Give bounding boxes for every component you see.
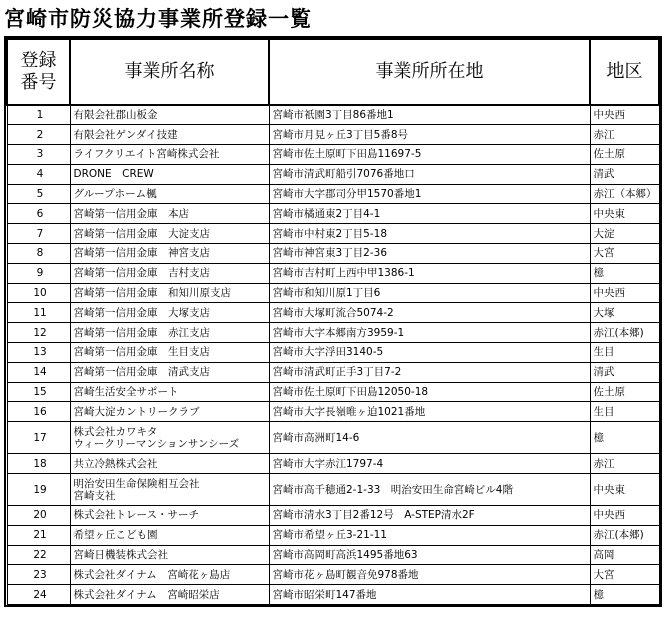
cell-district: 大宮 [590, 244, 659, 264]
cell-office-address: 宮崎市和知川原1丁目6 [269, 283, 590, 303]
table-row [7, 303, 659, 323]
cell-office-name: 株式会社ダイナム 宮崎花ヶ島店 [70, 565, 269, 585]
cell-office-address: 宮崎市高千穂通2-1-33 明治安田生命宮崎ビル4階 [269, 474, 590, 506]
cell-office-address: 宮崎市昭栄町147番地 [269, 585, 590, 605]
cell-registration-number: 4 [7, 164, 70, 184]
table-header-row [7, 39, 659, 105]
cell-district: 赤江 [590, 125, 659, 145]
cell-office-address: 宮崎市大字本郷南方3959-1 [269, 323, 590, 343]
cell-district: 赤江(本郷) [590, 525, 659, 545]
table-row [7, 283, 659, 303]
table-row [7, 184, 659, 204]
table-row [7, 164, 659, 184]
table-row [7, 525, 659, 545]
table-row [7, 244, 659, 264]
cell-registration-number: 2 [7, 125, 70, 145]
office-name-line2: ウィークリーマンションサンシーズ [73, 437, 240, 450]
cell-office-name: 有限会社郡山板金 [70, 105, 269, 125]
cell-office-name [70, 474, 269, 506]
cell-office-address: 宮崎市希望ヶ丘3-21-11 [269, 525, 590, 545]
cell-office-address: 宮崎市月見ヶ丘3丁目5番8号 [269, 125, 590, 145]
cell-registration-number: 3 [7, 145, 70, 165]
table-row [7, 105, 659, 125]
cell-district: 佐土原 [590, 145, 659, 165]
cell-district: 大淀 [590, 224, 659, 244]
table-row [7, 263, 659, 283]
header-office-address: 事業所所在地 [269, 39, 590, 105]
cell-district: 中央西 [590, 105, 659, 125]
cell-office-name: 宮崎第一信用金庫 清武支店 [70, 362, 269, 382]
cell-office-address: 宮崎市橘通東2丁目4-1 [269, 204, 590, 224]
cell-office-address: 宮崎市清水3丁目2番12号 A-STEP清水2F [269, 506, 590, 526]
cell-registration-number: 21 [7, 525, 70, 545]
cell-office-address: 宮崎市吉村町上西中甲1386-1 [269, 263, 590, 283]
cell-registration-number: 5 [7, 184, 70, 204]
table-row [7, 323, 659, 343]
office-name-line1: 明治安田生命保険相互会社 [73, 477, 200, 490]
cell-office-name: DRONE CREW [70, 164, 269, 184]
cell-district: 大塚 [590, 303, 659, 323]
cell-office-name: 宮崎生活安全サポート [70, 382, 269, 402]
cell-registration-number: 17 [7, 422, 70, 454]
header-number-line2: 番号 [20, 72, 57, 93]
cell-registration-number: 23 [7, 565, 70, 585]
header-office-name: 事業所名称 [70, 39, 269, 105]
cell-office-address: 宮崎市中村東2丁目5-18 [269, 224, 590, 244]
cell-office-address: 宮崎市大塚町流合5074-2 [269, 303, 590, 323]
table-row [7, 585, 659, 605]
cell-office-name: 宮崎大淀カントリークラブ [70, 402, 269, 422]
cell-office-name: 共立冷熱株式会社 [70, 454, 269, 474]
table-row [7, 382, 659, 402]
cell-registration-number: 10 [7, 283, 70, 303]
cell-office-name: 宮崎第一信用金庫 大塚支店 [70, 303, 269, 323]
cell-office-address: 宮崎市高岡町高浜1495番地63 [269, 545, 590, 565]
cell-registration-number: 7 [7, 224, 70, 244]
cell-district: 佐土原 [590, 382, 659, 402]
cell-district: 赤江（本郷） [590, 184, 659, 204]
cell-office-name: 宮崎第一信用金庫 赤江支店 [70, 323, 269, 343]
table-row [7, 145, 659, 165]
cell-district: 檍 [590, 585, 659, 605]
cell-office-address: 宮崎市大字長嶺唯ヶ迫1021番地 [269, 402, 590, 422]
header-registration-number [7, 39, 70, 105]
cell-district: 大宮 [590, 565, 659, 585]
cell-office-name: 宮崎日機装株式会社 [70, 545, 269, 565]
cell-district: 清武 [590, 362, 659, 382]
cell-office-address: 宮崎市清武町正手3丁目7-2 [269, 362, 590, 382]
cell-office-name [70, 422, 269, 454]
header-district: 地区 [590, 39, 659, 105]
cell-office-name: 宮崎第一信用金庫 吉村支店 [70, 263, 269, 283]
cell-office-name: 有限会社ゲンダイ技建 [70, 125, 269, 145]
cell-district: 生目 [590, 343, 659, 363]
registry-table [6, 38, 660, 605]
table-body [7, 105, 659, 605]
table-row [7, 204, 659, 224]
cell-office-address: 宮崎市大字郡司分甲1570番地1 [269, 184, 590, 204]
cell-district: 赤江 [590, 454, 659, 474]
cell-registration-number: 1 [7, 105, 70, 125]
cell-registration-number: 19 [7, 474, 70, 506]
cell-office-address: 宮崎市花ヶ島町観音免978番地 [269, 565, 590, 585]
cell-office-name: ライフクリエイト宮崎株式会社 [70, 145, 269, 165]
cell-office-name: 株式会社トレース・サーチ [70, 506, 269, 526]
cell-district: 檍 [590, 422, 659, 454]
cell-office-name: 株式会社ダイナム 宮崎昭栄店 [70, 585, 269, 605]
table-row [7, 422, 659, 454]
cell-office-address: 宮崎市祇園3丁目86番地1 [269, 105, 590, 125]
cell-registration-number: 15 [7, 382, 70, 402]
cell-registration-number: 20 [7, 506, 70, 526]
cell-office-name: 宮崎第一信用金庫 生目支店 [70, 343, 269, 363]
cell-district: 中央西 [590, 506, 659, 526]
table-row [7, 454, 659, 474]
table-row [7, 565, 659, 585]
cell-office-address: 宮崎市高洲町14-6 [269, 422, 590, 454]
cell-office-address: 宮崎市佐土原町下田島11697-5 [269, 145, 590, 165]
cell-district: 清武 [590, 164, 659, 184]
cell-registration-number: 16 [7, 402, 70, 422]
cell-registration-number: 22 [7, 545, 70, 565]
cell-district: 中央東 [590, 204, 659, 224]
table-row [7, 402, 659, 422]
cell-registration-number: 11 [7, 303, 70, 323]
table-row [7, 545, 659, 565]
cell-office-address: 宮崎市清武町船引7076番地口 [269, 164, 590, 184]
cell-district: 檍 [590, 263, 659, 283]
page-title: 宮崎市防災協力事業所登録一覧 [4, 7, 312, 31]
table-row [7, 343, 659, 363]
header-number-line1: 登録 [20, 50, 57, 71]
cell-registration-number: 8 [7, 244, 70, 264]
table-row [7, 362, 659, 382]
cell-registration-number: 18 [7, 454, 70, 474]
cell-office-address: 宮崎市大字浮田3140-5 [269, 343, 590, 363]
cell-office-name: 宮崎第一信用金庫 大淀支店 [70, 224, 269, 244]
cell-registration-number: 12 [7, 323, 70, 343]
office-name-line1: 株式会社カワキタ [73, 425, 158, 438]
cell-registration-number: 6 [7, 204, 70, 224]
table-row [7, 125, 659, 145]
cell-district: 高岡 [590, 545, 659, 565]
cell-district: 生目 [590, 402, 659, 422]
cell-office-name: 宮崎第一信用金庫 本店 [70, 204, 269, 224]
table-row [7, 474, 659, 506]
cell-district: 中央東 [590, 474, 659, 506]
cell-office-name: グループホーム楓 [70, 184, 269, 204]
cell-district: 赤江(本郷) [590, 323, 659, 343]
office-name-line2: 宮崎支社 [73, 489, 116, 502]
cell-registration-number: 24 [7, 585, 70, 605]
cell-registration-number: 9 [7, 263, 70, 283]
cell-office-name: 希望ヶ丘こども園 [70, 525, 269, 545]
cell-office-address: 宮崎市神宮東3丁目2-36 [269, 244, 590, 264]
cell-district: 中央西 [590, 283, 659, 303]
table-row [7, 224, 659, 244]
cell-registration-number: 13 [7, 343, 70, 363]
cell-office-name: 宮崎第一信用金庫 神宮支店 [70, 244, 269, 264]
cell-office-address: 宮崎市大字赤江1797-4 [269, 454, 590, 474]
cell-office-name: 宮崎第一信用金庫 和知川原支店 [70, 283, 269, 303]
cell-registration-number: 14 [7, 362, 70, 382]
table-row [7, 506, 659, 526]
cell-office-address: 宮崎市佐土原町下田島12050-18 [269, 382, 590, 402]
